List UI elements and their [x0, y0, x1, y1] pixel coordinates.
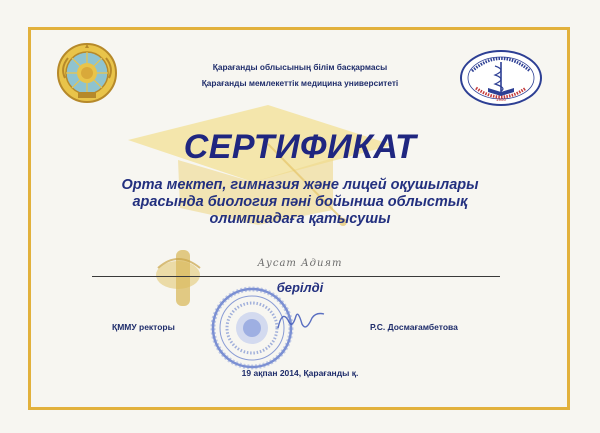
svg-text:1950: 1950 — [495, 97, 507, 102]
state-emblem-icon — [56, 42, 118, 104]
name-line — [92, 276, 500, 277]
certificate-title: СЕРТИФИКАТ — [183, 128, 417, 166]
date-place: 19 ақпан 2014, Қарағанды қ. — [241, 368, 359, 378]
header-line-1: Қарағанды облысының білім басқармасы — [212, 62, 388, 72]
signature-icon — [272, 306, 328, 336]
given-label: берілді — [276, 280, 324, 295]
university-logo-icon — [458, 48, 544, 108]
header-line-2: Қарағанды мемлекеттік медицина университеті — [201, 78, 399, 88]
description-line-1: Орта мектеп, гимназия және лицей оқушылары — [121, 177, 479, 193]
signatory-position: ҚММУ ректоры — [112, 322, 175, 332]
awardee-name: Аусат Адият — [257, 258, 343, 269]
description-line-2: арасында биология пәні бойынша облыстық — [132, 194, 468, 210]
certificate-description — [120, 177, 480, 228]
signatory-name: Р.С. Досмағамбетова — [370, 322, 458, 332]
description-line-3: олимпиадаға қатысушы — [209, 211, 391, 227]
